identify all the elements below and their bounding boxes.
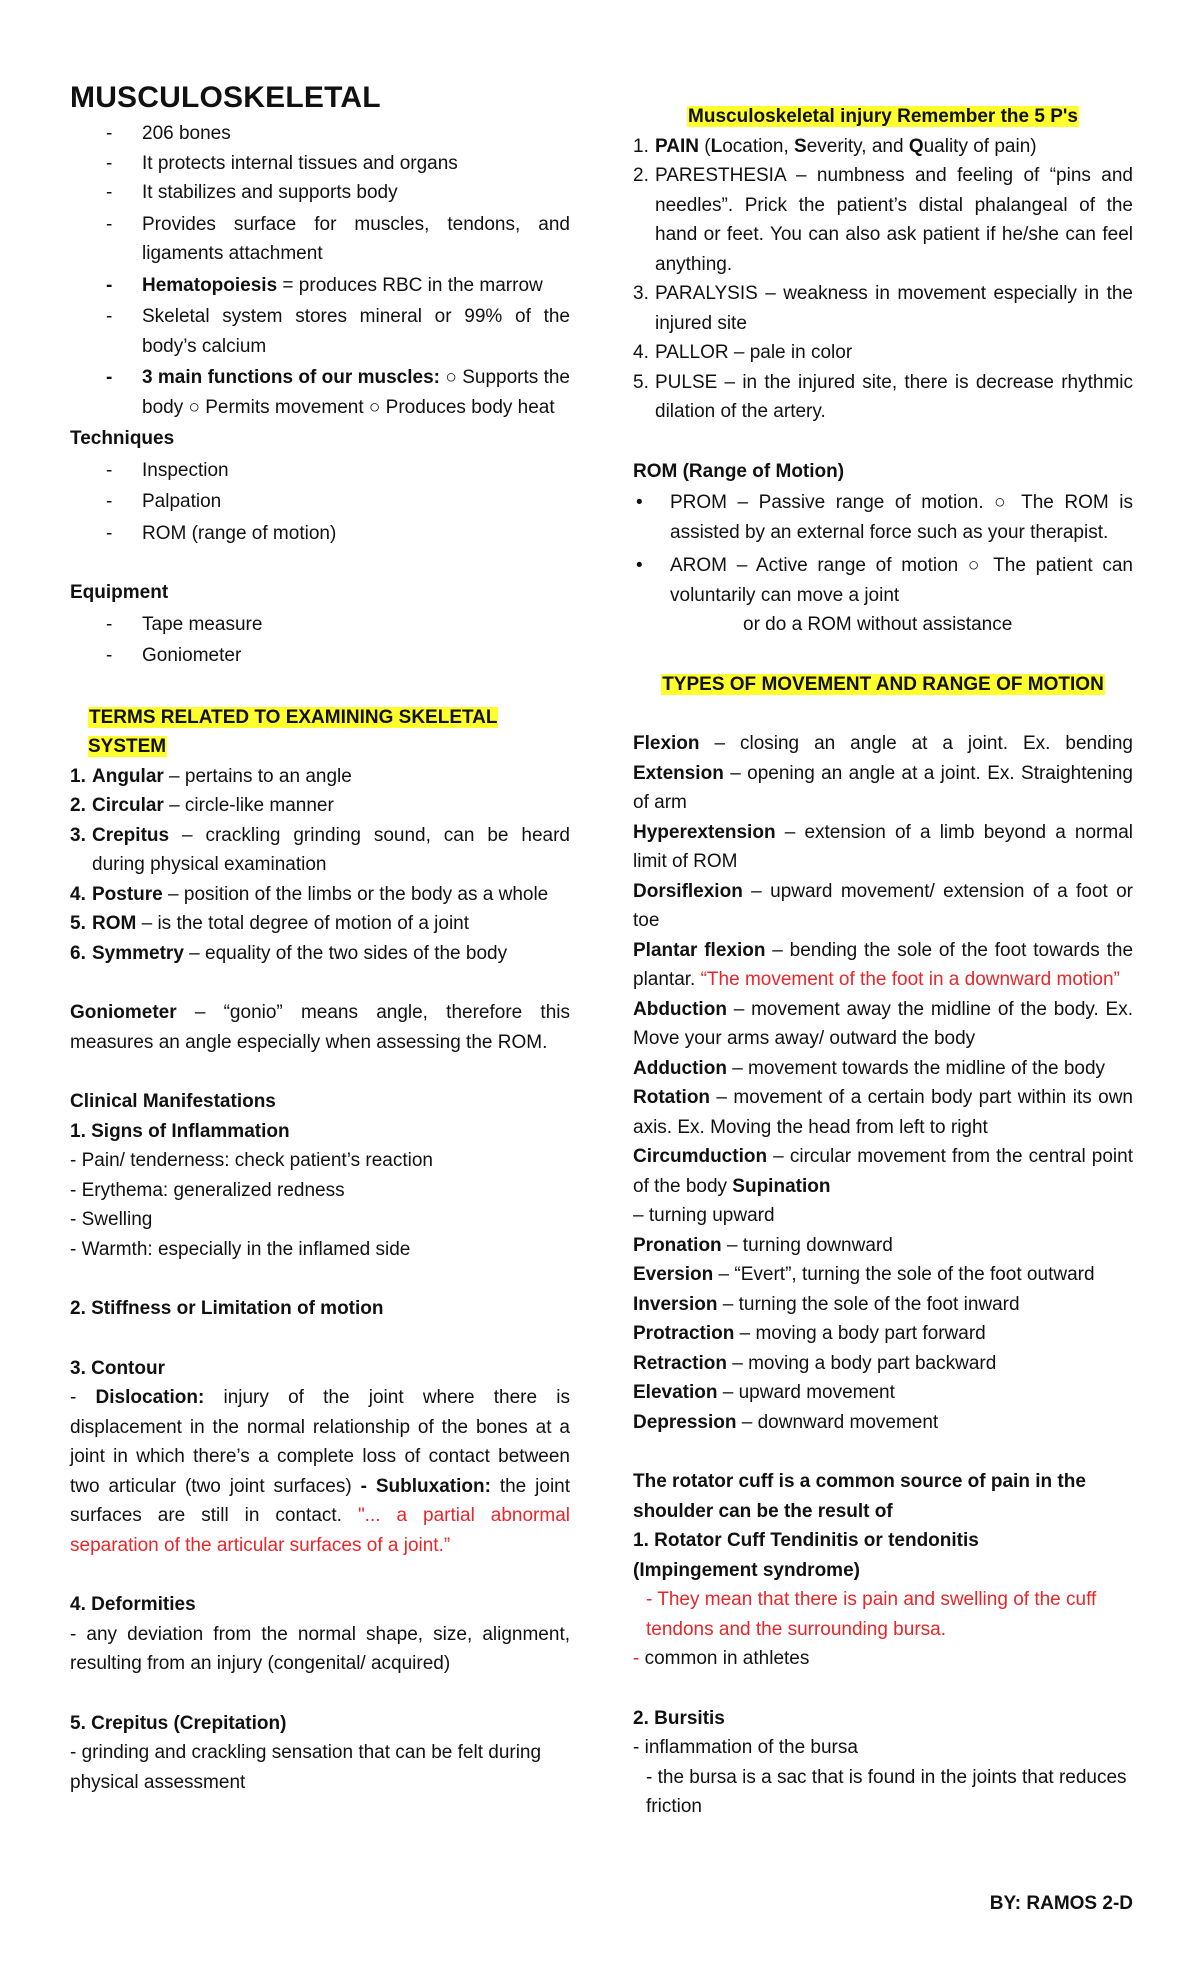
right-column [633, 0, 1133, 1822]
list-item: - 206 bones [106, 123, 231, 144]
movement-eversion: Eversion – “Evert”, turning the sole of the foot outward [633, 1264, 1095, 1285]
rotator-heading: The rotator cuff is a common source of pain in the shoulder can be the result of [633, 1471, 1086, 1522]
terms-heading: TERMS RELATED TO EXAMINING SKELETAL SYSTEM [88, 706, 498, 757]
movement-elevation: Elevation – upward movement [633, 1382, 895, 1403]
term-item: 3. Crepitus – crackling grinding sound, can be heard during physical examination [70, 824, 570, 875]
list-item: - ROM (range of motion) [106, 522, 337, 544]
intro-list [70, 119, 570, 422]
stiffness-heading: 2. Stiffness or Limitation of motion [70, 1298, 384, 1319]
tendinitis-heading: 1. Rotator Cuff Tendinitis or tendonitis [633, 1530, 979, 1551]
movement-circumduction: Circumduction – circular movement from the central point of the body Supination [633, 1146, 1133, 1197]
five-p-heading: Musculoskeletal injury Remember the 5 P's [688, 106, 1078, 127]
crepitus-text: - grinding and crackling sensation that can be felt during physical assessment [70, 1742, 542, 1793]
movement-supination: – turning upward [633, 1205, 775, 1226]
list-item: - It stabilizes and supports body [106, 182, 398, 203]
list-item: - Skeletal system stores mineral or 99% of the body’s calcium [106, 306, 570, 357]
list-item: • PROM – Passive range of motion. ○ The ROM is assisted by an external force such as your therapist. [636, 492, 1133, 543]
term-item: 5. ROM – is the total degree of motion of a joint [70, 913, 470, 934]
list-item: - Tape measure [106, 613, 263, 635]
crepitus-heading: 5. Crepitus (Crepitation) [70, 1712, 287, 1734]
rom-heading: ROM (Range of Motion) [633, 460, 845, 482]
movement-inversion: Inversion – turning the sole of the foot inward [633, 1293, 1020, 1315]
terms-list [70, 762, 570, 969]
movements-list [633, 729, 1133, 1437]
term-item: 6. Symmetry – equality of the two sides of the body [70, 942, 508, 964]
movement-protraction: Protraction – moving a body part forward [633, 1323, 986, 1344]
athletes-item: - common in athletes [633, 1648, 810, 1669]
list-item: - Palpation [106, 491, 222, 512]
list-item: - Warmth: especially in the inflamed side [70, 1238, 411, 1260]
movement-rotation: Rotation – movement of a certain body part within its own axis. Ex. Moving the head from left to right [633, 1087, 1133, 1138]
clinical-heading: Clinical Manifestations [70, 1091, 276, 1112]
movement-dorsiflexion: Dorsiflexion – upward movement/ extension of a foot or toe [633, 880, 1133, 931]
inflammation-heading: 1. Signs of Inflammation [70, 1120, 290, 1142]
tendinitis-description: - They mean that there is pain and swelling of the cuff tendons and the surrounding bursa. [646, 1589, 1097, 1640]
techniques-list [70, 456, 570, 549]
impingement-heading: (Impingement syndrome) [633, 1559, 860, 1581]
contour-paragraph: - Dislocation: injury of the joint where there is displacement in the normal relationship of the bones at a joint in which there’s a complete loss of contact between two articular (two joint surfaces) - Subluxation: the joint surfaces are still in contact. "... a partial abnormal separation of the articular surfaces of a joint.” [70, 1387, 571, 1556]
list-item: - Goniometer [106, 645, 242, 666]
list-item: - Provides surface for muscles, tendons, and ligaments attachment [106, 213, 570, 264]
list-item: 1. PAIN (Location, Severity, and Quality of pain) [633, 135, 1037, 157]
movement-adduction: Adduction – movement towards the midline of the body [633, 1057, 1106, 1079]
author-footer: BY: RAMOS 2-D [989, 1893, 1133, 1914]
list-item: - Inspection [106, 459, 229, 481]
deformities-heading: 4. Deformities [70, 1594, 196, 1615]
techniques-heading: Techniques [70, 428, 175, 449]
movement-hyperextension: Hyperextension – extension of a limb beyond a normal limit of ROM [633, 821, 1133, 872]
types-heading: TYPES OF MOVEMENT AND RANGE OF MOTION [662, 673, 1104, 695]
deformities-text: - any deviation from the normal shape, size, alignment, resulting from an injury (congenital/ acquired) [70, 1623, 570, 1674]
list-item: - It protects internal tissues and organs [106, 152, 458, 174]
bursitis-heading: 2. Bursitis [633, 1707, 725, 1729]
list-item: - inflammation of the bursa [633, 1737, 858, 1758]
equipment-list [70, 610, 570, 671]
list-item: 4. PALLOR – pale in color [633, 342, 853, 363]
list-item: 3. PARALYSIS – weakness in movement especially in the injured site [633, 283, 1133, 334]
contour-heading: 3. Contour [70, 1357, 165, 1379]
list-item: - Hematopoiesis = produces RBC in the marrow [106, 274, 543, 296]
term-item: 4. Posture – position of the limbs or the body as a whole [70, 883, 549, 905]
equipment-heading: Equipment [70, 582, 169, 603]
movement-depression: Depression – downward movement [633, 1411, 939, 1433]
list-item: - the bursa is a sac that is found in the joints that reduces friction [646, 1766, 1127, 1817]
movement-flexion: Flexion – closing an angle at a joint. Ex. bending Extension – opening an angle at a joint. Ex. Straightening of arm [633, 733, 1133, 813]
term-item: 2. Circular – circle-like manner [70, 795, 334, 816]
movement-pronation: Pronation – turning downward [633, 1234, 893, 1256]
list-item: - Swelling [70, 1209, 153, 1230]
movement-plantar-flexion: Plantar flexion – bending the sole of the foot towards the plantar. “The movement of the foot in a downward motion” [633, 939, 1134, 990]
movement-retraction: Retraction – moving a body part backward [633, 1352, 997, 1374]
page-title: MUSCULOSKELETAL [70, 81, 381, 114]
list-item: - 3 main functions of our muscles: ○ Supports the body ○ Permits movement ○ Produces body heat [106, 367, 570, 418]
rom-continuation: or do a ROM without assistance [743, 614, 1013, 635]
five-p-list [633, 132, 1133, 427]
list-item: 5. PULSE – in the injured site, there is decrease rhythmic dilation of the artery. [633, 371, 1133, 422]
goniometer-paragraph: Goniometer – “gonio” means angle, therefore this measures an angle especially when assessing the ROM. [70, 1002, 570, 1053]
left-column [70, 0, 570, 1797]
list-item: 2. PARESTHESIA – numbness and feeling of “pins and needles”. Prick the patient’s distal phalangeal of the hand or feet. You can also ask patient if he/she can feel anything. [633, 165, 1133, 275]
list-item: - Erythema: generalized redness [70, 1179, 345, 1201]
list-item: • AROM – Active range of motion ○ The patient can voluntarily can move a joint [636, 555, 1133, 606]
term-item: 1. Angular – pertains to an angle [70, 765, 352, 787]
movement-abduction: Abduction – movement away the midline of the body. Ex. Move your arms away/ outward the body [633, 998, 1133, 1049]
list-item: - Pain/ tenderness: check patient’s reaction [70, 1150, 433, 1171]
rom-list [633, 488, 1133, 610]
